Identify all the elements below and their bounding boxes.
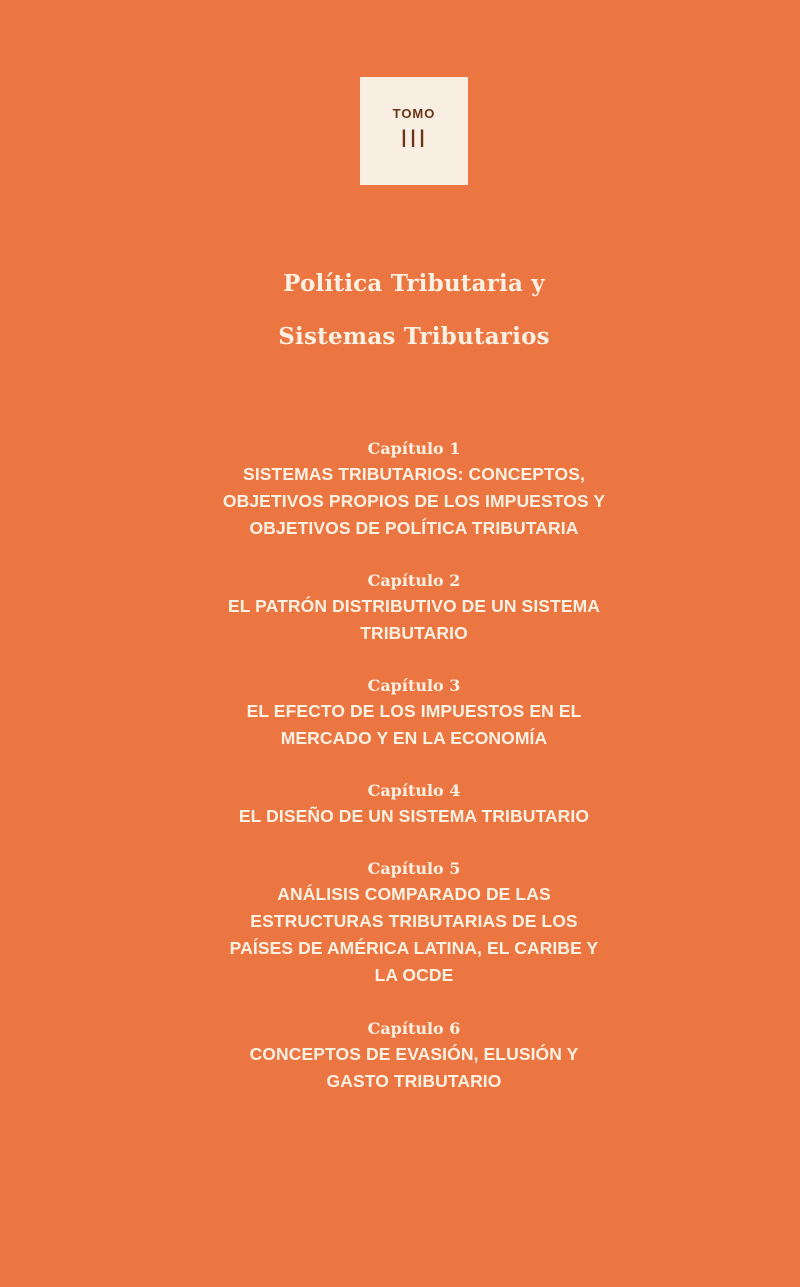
chapter-item — [214, 779, 614, 830]
chapter-list — [214, 437, 614, 1095]
book-title-line-2: Sistemas Tributarios — [278, 323, 550, 350]
chapter-item — [214, 857, 614, 989]
chapter-item — [214, 674, 614, 752]
volume-number: III — [400, 125, 428, 153]
chapter-title: EL EFECTO DE LOS IMPUESTOS EN EL MERCADO Y EN LA ECONOMÍA — [246, 701, 582, 748]
chapter-title: SISTEMAS TRIBUTARIOS: CONCEPTOS, OBJETIVOS PROPIOS DE LOS IMPUESTOS Y OBJETIVOS DE POLÍTICA TRIBUTARIA — [222, 464, 606, 538]
chapter-label: Capítulo 6 — [367, 1019, 461, 1038]
chapter-label: Capítulo 4 — [367, 781, 461, 800]
chapter-item — [214, 569, 614, 647]
volume-badge — [360, 77, 468, 185]
chapter-title: EL DISEÑO DE UN SISTEMA TRIBUTARIO — [238, 806, 590, 826]
volume-label: TOMO — [392, 106, 436, 121]
chapter-label: Capítulo 1 — [367, 439, 461, 458]
chapter-title: ANÁLISIS COMPARADO DE LAS ESTRUCTURAS TRIBUTARIAS DE LOS PAÍSES DE AMÉRICA LATINA, EL CARIBE Y LA OCDE — [229, 884, 599, 985]
chapter-title: CONCEPTOS DE EVASIÓN, ELUSIÓN Y GASTO TRIBUTARIO — [249, 1044, 579, 1091]
book-title-line-1: Política Tributaria y — [283, 270, 545, 297]
chapter-item — [214, 437, 614, 542]
chapter-label: Capítulo 3 — [367, 676, 461, 695]
chapter-label: Capítulo 2 — [367, 571, 461, 590]
chapter-label: Capítulo 5 — [367, 859, 461, 878]
chapter-title: EL PATRÓN DISTRIBUTIVO DE UN SISTEMA TRIBUTARIO — [227, 596, 601, 643]
chapter-item — [214, 1017, 614, 1095]
